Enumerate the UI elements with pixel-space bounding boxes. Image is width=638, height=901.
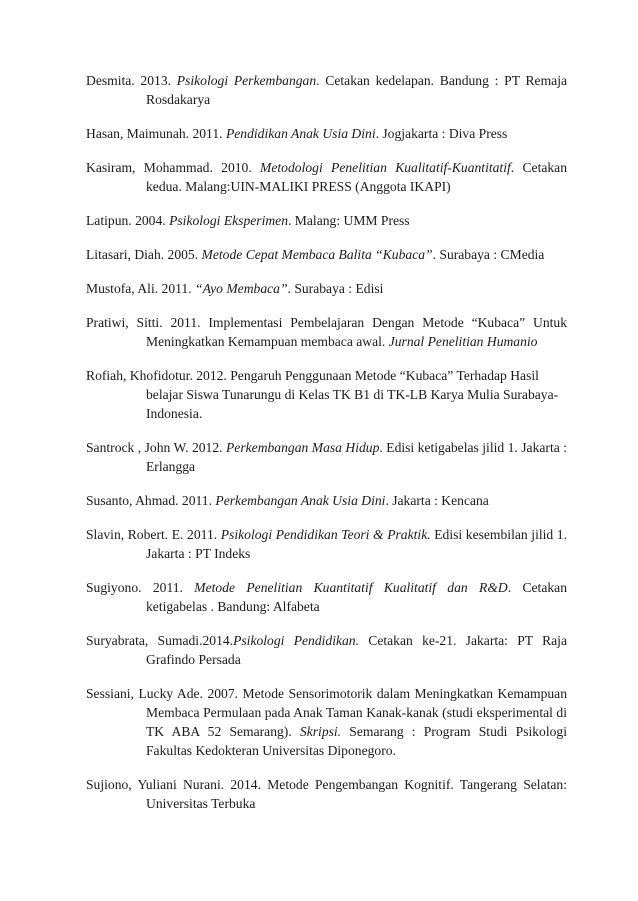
reference-publisher: . Cetakan kedua. Malang:UIN-MALIKI PRESS (Anggota IKAPI)	[146, 160, 568, 194]
reference-title: Perkembangan Anak Usia Dini	[215, 493, 386, 508]
reference-publisher: Cetakan ke-21. Jakarta: PT Raja Grafindo Persada	[146, 633, 567, 667]
reference-title: Jurnal Penelitian Humanio	[388, 334, 538, 349]
reference-author: Santrock , John W. 2012.	[86, 440, 226, 455]
reference-publisher: . Cetakan kedelapan. Bandung : PT Remaja Rosdakarya	[146, 73, 567, 107]
reference-entry	[86, 525, 567, 563]
reference-author: Sujiono, Yuliani Nurani. 2014. Metode Pengembangan Kognitif. Tangerang Selatan: Universitas Terbuka	[86, 777, 567, 811]
reference-entry	[86, 158, 567, 196]
reference-publisher: . Cetakan ketigabelas . Bandung: Alfabeta	[146, 580, 567, 614]
reference-author: Rofiah, Khofidotur. 2012. Pengaruh Penggunaan Metode “Kubaca” Terhadap Hasil belajar Siswa Tunarungu di Kelas TK B1 di TK-LB Karya Mulia Surabaya-Indonesia.	[86, 368, 559, 421]
reference-entry	[86, 491, 567, 510]
reference-entry	[86, 279, 567, 298]
reference-author: Litasari, Diah. 2005.	[86, 247, 202, 262]
reference-publisher: . Edisi ketigabelas jilid 1. Jakarta : Erlangga	[146, 440, 567, 474]
reference-title: Metode Penelitian Kuantitatif Kualitatif dan R&D	[194, 580, 508, 595]
reference-publisher: . Jakarta : Kencana	[385, 493, 489, 508]
reference-title: “Ayo Membaca”	[195, 281, 288, 296]
reference-entry	[86, 211, 567, 230]
reference-title: Psikologi Pendidikan.	[233, 633, 359, 648]
reference-entry	[86, 684, 567, 760]
reference-entry	[86, 775, 567, 813]
reference-entry	[86, 578, 567, 616]
reference-entry	[86, 366, 567, 423]
reference-entry	[86, 245, 567, 264]
reference-author: Mustofa, Ali. 2011.	[86, 281, 196, 296]
reference-author: Hasan, Maimunah. 2011.	[86, 126, 226, 141]
reference-entry	[86, 438, 567, 476]
reference-publisher: . Jogjakarta : Diva Press	[375, 126, 508, 141]
reference-author: Pratiwi, Sitti. 2011. Implementasi Pembelajaran Dengan Metode “Kubaca” Untuk Meningkatkan Kemampuan membaca awal.	[86, 315, 567, 349]
reference-author: Sessiani, Lucky Ade. 2007. Metode Sensorimotorik dalam Meningkatkan Kemampuan Membaca Permulaan pada Anak Taman Kanak-kanak (studi eksperimental di TK ABA 52 Semarang).	[86, 686, 567, 739]
reference-entry	[86, 71, 567, 109]
reference-author: Desmita. 2013.	[86, 73, 177, 88]
reference-author: Slavin, Robert. E. 2011.	[86, 527, 221, 542]
reference-author: Kasiram, Mohammad. 2010.	[86, 160, 261, 175]
reference-title: Perkembangan Masa Hidup	[226, 440, 380, 455]
reference-publisher: Semarang : Program Studi Psikologi Fakultas Kedokteran Universitas Diponegoro.	[146, 724, 568, 758]
reference-publisher: . Surabaya : CMedia	[432, 247, 545, 262]
reference-author: Latipun. 2004.	[86, 213, 170, 228]
reference-publisher: Edisi kesembilan jilid 1. Jakarta : PT Indeks	[146, 527, 567, 561]
reference-list	[86, 71, 567, 813]
reference-title: Metodologi Penelitian Kualitatif-Kuantitatif	[260, 160, 511, 175]
reference-title: Psikologi Perkembangan	[176, 73, 317, 88]
reference-title: Psikologi Pendidikan Teori & Praktik.	[220, 527, 431, 542]
reference-title: Metode Cepat Membaca Balita “Kubaca”	[201, 247, 433, 262]
reference-entry	[86, 631, 567, 669]
reference-author: Susanto, Ahmad. 2011.	[86, 493, 216, 508]
reference-publisher: . Malang: UMM Press	[288, 213, 410, 228]
reference-entry	[86, 313, 567, 351]
reference-author: Suryabrata, Sumadi.2014.	[86, 633, 234, 648]
reference-title: Pendidikan Anak Usia Dini	[225, 126, 376, 141]
reference-entry	[86, 124, 567, 143]
reference-publisher: . Surabaya : Edisi	[287, 281, 384, 296]
reference-title: Skripsi.	[299, 724, 342, 739]
reference-title: Psikologi Eksperimen	[169, 213, 288, 228]
reference-author: Sugiyono. 2011.	[86, 580, 195, 595]
